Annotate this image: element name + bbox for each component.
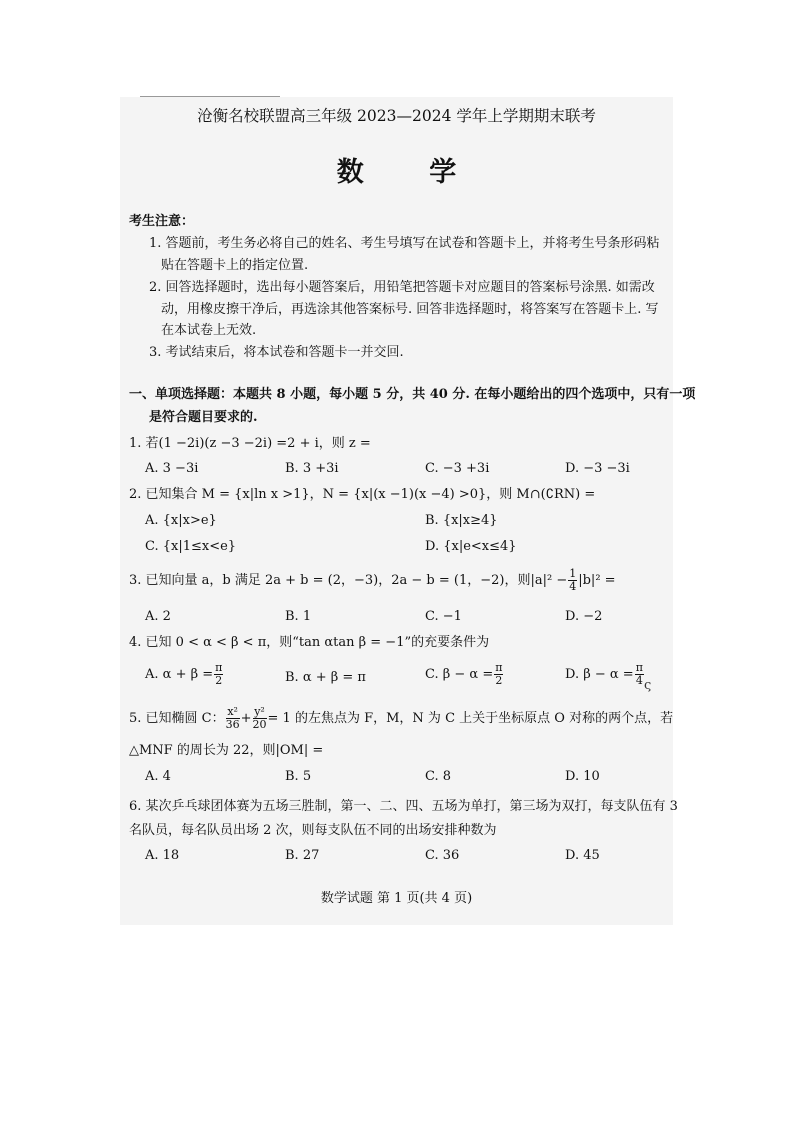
q1-option-c: C. −3 +3i (425, 461, 490, 476)
stray-mark: ς (644, 678, 652, 693)
q4-d-pi: π (635, 661, 643, 674)
subject-title: 数 学 (336, 157, 485, 188)
q4-a-text: A. α + β = (145, 667, 214, 682)
section-heading: 一、单项选择题：本题共 8 小题，每小题 5 分，共 40 分. 在每小题给出的四个选项中，只有一项 (129, 387, 696, 402)
q4-c-frac (494, 662, 503, 687)
q4-option-a (145, 662, 224, 687)
question-6-cont: 名队员，每名队员出场 2 次，则每支队伍不同的出场安排种数为 (129, 823, 497, 838)
section-heading-cont: 是符合题目要求的. (149, 410, 258, 425)
q1-option-d: D. −3 −3i (565, 461, 630, 476)
q1-option-b: B. 3 +3i (285, 461, 339, 476)
scan-line (140, 96, 280, 97)
q4-option-d (565, 662, 645, 687)
page-footer: 数学试题 第 1 页(共 4 页) (320, 891, 473, 906)
question-2-stem: 2. 已知集合 M = {x|ln x >1}，N = {x|(x −1)(x −4) >0}，则 M∩(∁RN) = (129, 487, 596, 502)
question-5-cont: △MNF 的周长为 22，则|OM| = (129, 743, 324, 758)
q6-option-c: C. 36 (425, 848, 460, 863)
q3-option-b: B. 1 (285, 609, 312, 624)
q5-plus: + (240, 711, 252, 726)
q4-c-pi: π (495, 661, 503, 674)
q4-a-pi: π (215, 661, 223, 674)
q3-option-c: C. −1 (425, 609, 462, 624)
notice-item-1: 1. 答题前，考生务必将自己的姓名、考生号填写在试卷和答题卡上，并将考生号条形码粘 (149, 236, 660, 251)
q5-x2: x² (227, 705, 238, 718)
q3-fraction (568, 568, 577, 593)
notice-heading: 考生注意： (129, 214, 195, 229)
q4-option-c (425, 662, 504, 687)
notice-item-2: 2. 回答选择题时，选出每小题答案后，用铅笔把答题卡对应题目的答案标号涂黑. 如需改 (149, 280, 655, 295)
q6-option-b: B. 27 (285, 848, 320, 863)
q4-a-two: 2 (215, 674, 223, 687)
q5-stem-pre: 5. 已知椭圆 C： (129, 711, 225, 726)
q2-option-d: D. {x|e<x≤4} (425, 539, 517, 554)
exam-title: 沧衡名校联盟高三年级 2023—2024 学年上学期期末联考 (197, 107, 596, 125)
q5-option-d: D. 10 (565, 769, 600, 784)
q2-option-b: B. {x|x≥4} (425, 513, 498, 528)
q5-option-c: C. 8 (425, 769, 452, 784)
q3-frac-den: 4 (569, 580, 577, 593)
q3-option-d: D. −2 (565, 609, 603, 624)
question-6-stem: 6. 某次乒乓球团体赛为五场三胜制，第一、二、四、五场为单打，第三场为双打，每支队伍有 3 (129, 799, 678, 814)
q5-y2: y² (254, 705, 265, 718)
notice-item-3: 3. 考试结束后，将本试卷和答题卡一并交回. (149, 345, 404, 360)
q4-option-b: B. α + β = π (285, 670, 366, 685)
q5-frac-x (226, 706, 240, 731)
q2-option-c: C. {x|1≤x<e} (145, 539, 237, 554)
q5-n20: 20 (252, 718, 267, 731)
q5-option-a: A. 4 (145, 769, 171, 784)
notice-item-1-cont: 贴在答题卡上的指定位置. (161, 258, 309, 273)
q5-frac-y (253, 706, 267, 731)
q6-option-a: A. 18 (145, 848, 180, 863)
q6-option-d: D. 45 (565, 848, 600, 863)
q3-option-a: A. 2 (145, 609, 171, 624)
question-4-stem: 4. 已知 0 < α < β < π，则“tan αtan β = −1”的充要条件为 (129, 635, 490, 650)
notice-item-2-cont: 动，用橡皮擦干净后，再选涂其他答案标号. 回答非选择题时，将答案写在答题卡上. 写 (161, 302, 659, 317)
q5-stem-post: = 1 的左焦点为 F，M，N 为 C 上关于坐标原点 O 对称的两个点，若 (267, 711, 674, 726)
q4-d-four: 4 (635, 674, 643, 687)
question-3-stem (129, 568, 616, 593)
q4-a-frac (214, 662, 223, 687)
q5-option-b: B. 5 (285, 769, 312, 784)
q4-c-two: 2 (495, 674, 503, 687)
q2-option-a: A. {x|x>e} (145, 513, 217, 528)
q3-stem-pre: 3. 已知向量 a，b 满足 2a + b = (2，−3)，2a − b = (1，−2)，则|a|² − (129, 573, 568, 588)
q5-n36: 36 (225, 718, 240, 731)
q3-stem-post: |b|² = (578, 573, 616, 588)
q4-d-frac (635, 662, 644, 687)
q4-d-text: D. β − α = (565, 667, 634, 682)
question-1-stem: 1. 若(1 −2i)(z −3 −2i) =2 + i，则 z = (129, 436, 371, 451)
q1-option-a: A. 3 −3i (145, 461, 199, 476)
q3-frac-num: 1 (569, 567, 577, 580)
question-5-stem (129, 706, 673, 731)
q4-c-text: C. β − α = (425, 667, 494, 682)
notice-item-2-cont2: 在本试卷上无效. (161, 323, 257, 338)
